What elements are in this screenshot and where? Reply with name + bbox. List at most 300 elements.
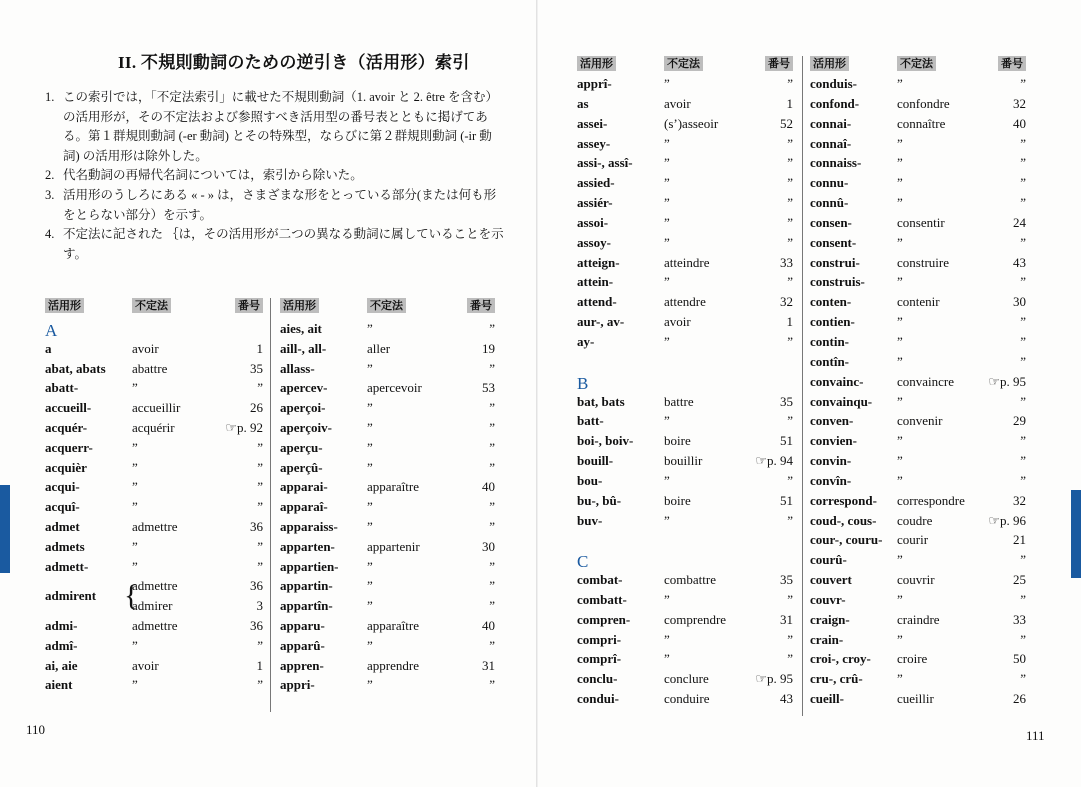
- table-number: ”: [787, 195, 793, 211]
- table-number: ”: [257, 499, 263, 515]
- conjugated-form: contien-: [810, 314, 855, 330]
- conjugated-form: conven-: [810, 413, 854, 429]
- table-number: ”: [787, 472, 793, 488]
- conjugated-form: convin-: [810, 453, 852, 469]
- conjugated-form: appri-: [280, 677, 315, 693]
- infinitive: ”: [664, 234, 670, 250]
- conjugated-form: couvert: [810, 572, 852, 588]
- conjugated-form: cueill-: [810, 691, 844, 707]
- index-row: [577, 96, 793, 116]
- table-number: 21: [1013, 532, 1026, 548]
- conjugated-form: apprî-: [577, 76, 612, 91]
- table-number: 43: [1013, 254, 1026, 270]
- table-number: 36: [250, 518, 263, 534]
- conjugated-form: appartîn-: [280, 598, 333, 614]
- conjugated-form: connaî-: [810, 135, 852, 151]
- table-number: ”: [1020, 135, 1026, 151]
- table-number: ”: [257, 459, 263, 475]
- infinitive: ”: [132, 558, 138, 574]
- table-number: ☞p. 92: [225, 419, 263, 435]
- conjugated-form: contin-: [810, 333, 849, 349]
- header-number: 番号: [998, 56, 1026, 71]
- note-number: 4.: [45, 227, 55, 242]
- table-number: ”: [1020, 314, 1026, 330]
- index-row: [577, 76, 793, 96]
- index-row: [45, 677, 263, 697]
- index-row: [577, 592, 793, 612]
- table-number: ”: [489, 321, 495, 336]
- index-column: [45, 298, 263, 697]
- infinitive: ”: [897, 135, 903, 151]
- table-number: ”: [1020, 333, 1026, 349]
- index-row: [810, 155, 1026, 175]
- index-row: [577, 394, 793, 414]
- table-number: ”: [787, 413, 793, 429]
- table-number: 43: [780, 691, 793, 707]
- index-row: [577, 612, 793, 632]
- index-row: [577, 334, 793, 354]
- index-row: [810, 314, 1026, 334]
- infinitive: ”: [897, 671, 903, 687]
- introductory-notes: [45, 88, 505, 264]
- table-number: 40: [482, 617, 495, 633]
- conjugated-form: accueill-: [45, 400, 92, 416]
- infinitive: convenir: [897, 413, 943, 429]
- infinitive: contenir: [897, 294, 940, 310]
- conjugated-form: bouill-: [577, 453, 614, 469]
- index-row: [577, 294, 793, 314]
- index-row: [810, 354, 1026, 374]
- index-row: [280, 321, 495, 341]
- index-row: [45, 341, 263, 361]
- conjugated-form: aperçu-: [280, 439, 323, 455]
- table-number: ☞p. 96: [988, 512, 1026, 528]
- infinitive: bouillir: [664, 453, 703, 469]
- letter-heading-text: B: [577, 373, 589, 393]
- conjugated-form: conclu-: [577, 671, 618, 687]
- note-item: [45, 88, 505, 166]
- conjugated-form: apparû-: [280, 637, 325, 653]
- table-number: ”: [1020, 631, 1026, 647]
- table-number: 35: [780, 572, 793, 588]
- page-number: 110: [26, 722, 46, 737]
- table-number: ”: [489, 360, 495, 376]
- index-row: [810, 632, 1026, 652]
- conjugated-form: attein-: [577, 274, 614, 290]
- conjugated-form: appartin-: [280, 578, 333, 594]
- note-item: [45, 186, 505, 225]
- note-text: 活用形のうしろにある « - » は，さまざまな形をとっている部分(または何も形をとらない部分）を示す。: [63, 187, 497, 222]
- infinitive: ”: [664, 135, 670, 151]
- index-row: [280, 440, 495, 460]
- infinitive: ”: [664, 333, 670, 349]
- header-number: 番号: [765, 56, 793, 71]
- infinitive: ”: [367, 499, 373, 515]
- index-column: [810, 56, 1026, 711]
- infinitive: connaître: [897, 115, 946, 131]
- infinitive: ”: [897, 353, 903, 369]
- table-number: 32: [1013, 95, 1026, 111]
- table-number: 1: [256, 340, 263, 356]
- index-row: [810, 374, 1026, 394]
- conjugated-form: connu-: [810, 175, 849, 191]
- table-number: ”: [489, 419, 495, 435]
- table-number: 35: [250, 360, 263, 376]
- table-number: ”: [489, 598, 495, 614]
- table-number: ”: [1020, 433, 1026, 449]
- infinitive: ”: [897, 195, 903, 211]
- table-number: 29: [1013, 413, 1026, 429]
- table-number: ”: [1020, 175, 1026, 191]
- conjugated-form: compri-: [577, 631, 622, 647]
- table-number: ”: [489, 400, 495, 416]
- infinitive: ”: [132, 439, 138, 455]
- table-number: ☞p. 94: [755, 453, 793, 469]
- table-number: 32: [1013, 492, 1026, 508]
- infinitive: avoir: [664, 314, 691, 330]
- infinitive: appartenir: [367, 538, 420, 554]
- left-page: [0, 0, 538, 787]
- infinitive: avoir: [132, 657, 159, 673]
- table-number: ”: [787, 591, 793, 607]
- conjugated-form: allass-: [280, 360, 315, 376]
- table-number: 40: [1013, 115, 1026, 131]
- table-number: 50: [1013, 651, 1026, 667]
- infinitive: ”: [664, 76, 670, 91]
- table-number: 36: [250, 578, 263, 594]
- table-number: ”: [787, 651, 793, 667]
- infinitive: conclure: [664, 671, 709, 687]
- index-row: [280, 341, 495, 361]
- conjugated-form: assoi-: [577, 214, 609, 230]
- conjugated-form: aperçû-: [280, 459, 323, 475]
- index-row: [280, 499, 495, 519]
- infinitive: craindre: [897, 611, 940, 627]
- table-number: ”: [257, 637, 263, 653]
- table-number: ”: [787, 333, 793, 349]
- index-title: II. 不規則動詞のための逆引き（活用形）索引: [118, 53, 470, 72]
- note-text: この索引では，「不定法索引」に載せた不規則動詞（1. avoir と 2. être を含む）の活用形が，その不定法および参照すべき活用型の番号表とともに掲げてある。第１群規則動詞 (-er 動詞) とその特殊型，ならびに第２群規則動詞 (-ir 動詞) の活用形は除外した。: [63, 90, 499, 163]
- index-row: [280, 361, 495, 381]
- conjugated-form: croi-, croy-: [810, 651, 871, 667]
- index-row: [45, 479, 263, 499]
- note-text: 不定法に記された ｛は，その活用形が二つの異なる動詞に属していることを示す。: [63, 227, 504, 261]
- infinitive: ”: [132, 538, 138, 554]
- conjugated-form: as: [577, 95, 589, 111]
- conjugated-form: acquerr-: [45, 439, 93, 455]
- index-row: [45, 400, 263, 420]
- index-row: [810, 255, 1026, 275]
- conjugated-form: bu-, bû-: [577, 492, 622, 508]
- table-number: ”: [787, 274, 793, 290]
- conjugated-form: assi-, assî-: [577, 155, 633, 171]
- infinitive: construire: [897, 254, 949, 270]
- conjugated-form: appartien-: [280, 558, 339, 574]
- conjugated-form: assoy-: [577, 234, 611, 250]
- table-number: ”: [787, 135, 793, 151]
- index-row: [45, 559, 263, 579]
- infinitive: ”: [664, 175, 670, 191]
- index-row: [810, 691, 1026, 711]
- infinitive: conduire: [664, 691, 710, 707]
- index-row: [280, 677, 495, 697]
- infinitive: ”: [664, 631, 670, 647]
- infinitive: accueillir: [132, 400, 181, 416]
- conjugated-form: combat-: [577, 572, 623, 588]
- infinitive: ”: [897, 234, 903, 250]
- index-row: [577, 513, 793, 533]
- index-row: [45, 618, 263, 638]
- table-number: ”: [489, 677, 495, 693]
- conjugated-form: atteign-: [577, 254, 620, 270]
- infinitive: ”: [367, 578, 373, 594]
- conjugated-form: apparten-: [280, 538, 335, 554]
- conjugated-form: assey-: [577, 135, 611, 151]
- conjugated-form: confond-: [810, 95, 860, 111]
- index-row: [810, 76, 1026, 96]
- index-row: [45, 499, 263, 519]
- conjugated-form: bou-: [577, 472, 603, 488]
- table-number: ”: [787, 234, 793, 250]
- table-number: ”: [1020, 453, 1026, 469]
- infinitive: ”: [367, 637, 373, 653]
- right-page: [538, 0, 1081, 787]
- table-number: ”: [1020, 76, 1026, 91]
- conjugated-form: craign-: [810, 611, 850, 627]
- header-infinitive: 不定法: [897, 56, 936, 71]
- index-row: [577, 136, 793, 156]
- table-number: ”: [489, 637, 495, 653]
- conjugated-form: convainqu-: [810, 393, 873, 409]
- index-row: [577, 572, 793, 592]
- conjugated-form: admets: [45, 538, 85, 554]
- conjugated-form: admet: [45, 518, 80, 534]
- conjugated-form: connaiss-: [810, 155, 862, 171]
- infinitive: ”: [664, 591, 670, 607]
- infinitive: ”: [664, 155, 670, 171]
- infinitive: ”: [132, 380, 138, 396]
- conjugated-form: connû-: [810, 195, 849, 211]
- infinitive: ”: [132, 459, 138, 475]
- index-row: [810, 612, 1026, 632]
- letter-heading-text: C: [577, 552, 589, 572]
- table-number: 19: [482, 340, 495, 356]
- table-number: 1: [786, 95, 793, 111]
- conjugated-form: appren-: [280, 657, 324, 673]
- index-row: [45, 440, 263, 460]
- index-row: [577, 651, 793, 671]
- table-number: ”: [489, 459, 495, 475]
- infinitive: avoir: [132, 340, 159, 356]
- index-row: [280, 578, 495, 598]
- index-row: [45, 361, 263, 381]
- conjugated-form: convien-: [810, 433, 857, 449]
- table-number: ”: [787, 76, 793, 91]
- table-number: ”: [257, 380, 263, 396]
- index-row: [810, 671, 1026, 691]
- index-row: [810, 334, 1026, 354]
- infinitive: ”: [367, 459, 373, 475]
- index-row: [577, 453, 793, 473]
- infinitive: ”: [132, 499, 138, 515]
- infinitive: boire: [664, 433, 691, 449]
- conjugated-form: convîn-: [810, 472, 852, 488]
- conjugated-form: ai, aie: [45, 657, 78, 673]
- table-number: ”: [257, 558, 263, 574]
- table-number: 36: [250, 617, 263, 633]
- column-header-row: [45, 298, 263, 314]
- column-header-row: [280, 298, 495, 314]
- conjugated-form: crain-: [810, 631, 844, 647]
- table-number: ”: [489, 439, 495, 455]
- infinitive: battre: [664, 393, 694, 409]
- conjugated-form: acqui-: [45, 479, 80, 495]
- infinitive: apparaître: [367, 617, 419, 633]
- conjugated-form: acquî-: [45, 499, 80, 515]
- infinitive: cueillir: [897, 691, 934, 707]
- conjugated-form: conten-: [810, 294, 852, 310]
- infinitive: ”: [367, 419, 373, 435]
- infinitive: ”: [897, 155, 903, 171]
- header-form: 活用形: [810, 56, 849, 71]
- infinitive: ”: [367, 598, 373, 614]
- index-row: [810, 552, 1026, 572]
- index-row: [810, 433, 1026, 453]
- note-item: [45, 166, 505, 186]
- conjugated-form: bat, bats: [577, 393, 625, 409]
- section-tab-marker: [1071, 490, 1081, 578]
- header-number: 番号: [235, 298, 263, 313]
- infinitive: attendre: [664, 294, 706, 310]
- table-number: 32: [780, 294, 793, 310]
- conjugated-form: aperçoi-: [280, 400, 326, 416]
- infinitive: ”: [664, 413, 670, 429]
- index-row: [810, 96, 1026, 116]
- infinitive: couvrir: [897, 572, 935, 588]
- table-number: ”: [489, 518, 495, 534]
- index-row: [280, 380, 495, 400]
- index-row: [810, 532, 1026, 552]
- infinitive: ”: [367, 400, 373, 416]
- index-column: [577, 56, 793, 711]
- infinitive: ”: [897, 274, 903, 290]
- index-row: [810, 394, 1026, 414]
- page-number: 111: [1026, 728, 1045, 743]
- header-form: 活用形: [280, 298, 319, 313]
- infinitive: (s’)asseoir: [664, 115, 719, 131]
- infinitive: coudre: [897, 512, 933, 528]
- table-number: ”: [1020, 353, 1026, 369]
- index-row: [577, 493, 793, 513]
- conjugated-form: abatt-: [45, 380, 79, 396]
- infinitive: avoir: [664, 95, 691, 111]
- infinitive: confondre: [897, 95, 950, 111]
- table-number: ”: [1020, 552, 1026, 568]
- conjugated-form: comprî-: [577, 651, 622, 667]
- conjugated-form: assei-: [577, 115, 608, 131]
- conjugated-form: apparaiss-: [280, 518, 338, 534]
- table-number: ”: [1020, 671, 1026, 687]
- index-row: [810, 592, 1026, 612]
- header-form: 活用形: [577, 56, 616, 71]
- index-row: [280, 420, 495, 440]
- index-row: [810, 136, 1026, 156]
- conjugated-form: courû-: [810, 552, 847, 568]
- conjugated-form: admî-: [45, 637, 78, 653]
- note-number: 2.: [45, 168, 55, 183]
- infinitive: correspondre: [897, 492, 965, 508]
- infinitive: ”: [664, 472, 670, 488]
- index-row: [280, 479, 495, 499]
- note-number: 3.: [45, 187, 55, 202]
- index-row: [280, 598, 495, 618]
- infinitive: croire: [897, 651, 928, 667]
- index-row: [280, 618, 495, 638]
- header-infinitive: 不定法: [367, 298, 406, 313]
- conjugated-form: admett-: [45, 558, 89, 574]
- index-row: [45, 380, 263, 400]
- infinitive: ”: [897, 433, 903, 449]
- conjugated-form: ay-: [577, 333, 595, 349]
- infinitive: ”: [897, 631, 903, 647]
- conjugated-form: convainc-: [810, 373, 864, 389]
- table-number: 26: [250, 400, 263, 416]
- table-number: ”: [257, 479, 263, 495]
- conjugated-form: apercev-: [280, 380, 328, 396]
- infinitive: ”: [367, 677, 373, 693]
- infinitive: comprendre: [664, 611, 727, 627]
- spacer-row: [577, 354, 793, 374]
- conjugated-form: consent-: [810, 234, 857, 250]
- infinitive: ”: [367, 558, 373, 574]
- table-number: ”: [1020, 472, 1026, 488]
- index-row: [280, 400, 495, 420]
- infinitive: ”: [897, 453, 903, 469]
- infinitive: admettre: [132, 617, 178, 633]
- infinitive: admettre: [132, 518, 178, 534]
- table-number: 26: [1013, 691, 1026, 707]
- infinitive: ”: [897, 552, 903, 568]
- index-row: [577, 195, 793, 215]
- table-number: ”: [1020, 195, 1026, 211]
- letter-heading: [45, 321, 263, 341]
- index-row: [280, 460, 495, 480]
- infinitive: ”: [132, 677, 138, 693]
- table-number: 1: [786, 314, 793, 330]
- conjugated-form: assied-: [577, 175, 615, 191]
- index-row: [577, 632, 793, 652]
- index-row: [280, 539, 495, 559]
- conjugated-form: combatt-: [577, 591, 627, 607]
- table-number: 51: [780, 433, 793, 449]
- index-row: [810, 473, 1026, 493]
- index-column: [280, 298, 495, 697]
- index-row: [577, 175, 793, 195]
- conjugated-form: construis-: [810, 274, 865, 290]
- infinitive: ”: [897, 591, 903, 607]
- index-row: [45, 460, 263, 480]
- infinitive: ”: [664, 512, 670, 528]
- header-form: 活用形: [45, 298, 84, 313]
- infinitive: courir: [897, 532, 929, 548]
- infinitive: apprendre: [367, 657, 419, 673]
- index-row: [810, 116, 1026, 136]
- table-number: ”: [257, 439, 263, 455]
- header-infinitive: 不定法: [664, 56, 703, 71]
- index-row: [280, 638, 495, 658]
- table-number: 30: [1013, 294, 1026, 310]
- table-number: ”: [1020, 591, 1026, 607]
